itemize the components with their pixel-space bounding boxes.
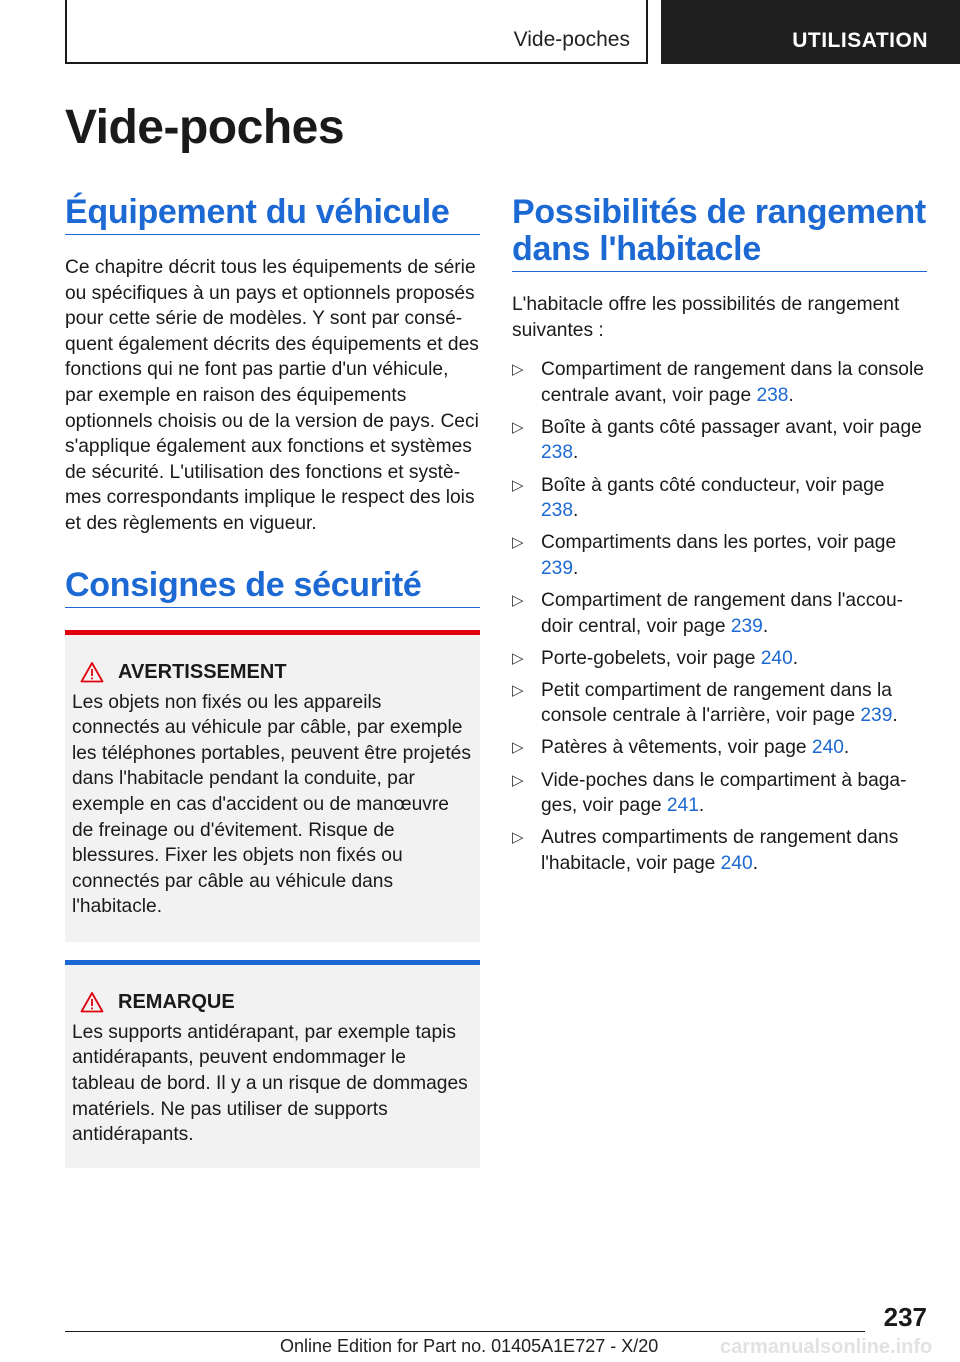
list-item-text: Compartiment de rangement dans l'accoudoir central, voir page <box>541 589 904 637</box>
bullet-triangle-icon: ▷ <box>512 361 524 379</box>
header-section-title: Vide-poches <box>513 28 630 51</box>
bullet-triangle-icon: ▷ <box>512 418 524 436</box>
bullet-triangle-icon: ▷ <box>512 649 524 667</box>
list-item <box>512 415 927 466</box>
list-item <box>512 646 927 672</box>
header-chapter-tab <box>661 0 960 64</box>
list-item-period: . <box>573 557 579 579</box>
list-item-text: Autres compartiments de rangement dans l'habitacle, voir page <box>541 827 899 874</box>
bullet-triangle-icon: ▷ <box>512 771 524 789</box>
storage-list <box>512 357 927 876</box>
bullet-triangle-icon: ▷ <box>512 829 524 847</box>
edition-text: Online Edition for Part no. 01405A1E727 - X/20 <box>280 1336 659 1356</box>
note-box <box>65 960 480 1168</box>
equipment-body: Ce chapitre décrit tous les équipements de série ou spécifiques à un pays et optionnels proposés pour cette série de modèles. Y sont par conséquent également décrits des équipements et des fonctions qui ne font pas partie d'un véhicule, par exemple en raison des équipements optionnels choisis ou de la version de pays. Ceci s'applique également aux fonctions et systèmes de sécurité. L'utilisation des fonctions et systèmes correspondants implique le respect des lois et des règlements en vigueur. <box>65 257 479 534</box>
storage-intro: L'habitacle offre les possibilités de rangement suivantes : <box>512 294 900 341</box>
list-item-period: . <box>892 705 898 727</box>
warning-triangle-icon <box>80 661 104 683</box>
list-item <box>512 588 927 639</box>
list-item-period: . <box>573 500 579 522</box>
list-item-text: Vide-poches dans le compartiment à bagages, voir page <box>541 769 907 817</box>
left-column <box>65 194 480 1168</box>
safety-heading: Consignes de sécurité <box>65 567 480 608</box>
footer-divider <box>65 1331 865 1332</box>
warning-text: Les objets non fixés ou les appareils connectés au véhicule par câble, par exemple les téléphones portables, peuvent être projetés dans l'habitacle pendant la conduite, par exemple en cas d'accident ou de manœuvre de freinage ou d'évitement. Risque de blessures. Fixer les objets non fixés ou connectés par câble au véhicule dans l'habitacle. <box>72 691 471 918</box>
list-item-period: . <box>843 737 850 759</box>
list-item-text: Compartiments dans les portes, voir page <box>541 532 897 554</box>
page-reference-link[interactable]: 238 <box>541 442 574 464</box>
header-chapter-title: UTILISATION <box>792 29 928 52</box>
list-item-period: . <box>762 615 769 637</box>
list-item-text: Petit compartiment de rangement dans la console centrale à l'arrière, voir page <box>541 679 892 727</box>
list-item-text: Compartiment de rangement dans la console centrale avant, voir page <box>541 359 924 406</box>
list-item <box>512 678 927 729</box>
warning-label: AVERTISSEMENT <box>118 660 287 683</box>
page-title: Vide-poches <box>65 101 345 154</box>
page-reference-link[interactable]: 239 <box>541 557 574 579</box>
storage-heading: Possibilités de rangement dans l'habitacle <box>512 194 927 272</box>
header-section-box <box>65 0 648 64</box>
list-item-period: . <box>573 442 579 464</box>
list-item-period: . <box>698 795 705 817</box>
list-item-text: Patères à vêtements, voir page <box>541 737 812 759</box>
list-item-period: . <box>792 647 799 669</box>
page-reference-link[interactable]: 241 <box>666 795 699 817</box>
bullet-triangle-icon: ▷ <box>512 739 524 757</box>
page-reference-link[interactable]: 239 <box>860 705 893 727</box>
page-reference-link[interactable]: 239 <box>730 615 763 637</box>
list-item-text: Boîte à gants côté conducteur, voir page <box>541 474 885 496</box>
page-reference-link[interactable]: 238 <box>756 384 789 406</box>
page-reference-link[interactable]: 238 <box>541 500 574 522</box>
note-text: Les supports antidérapant, par exemple tapis antidérapants, peuvent endommager le tableau de bord. Il y a un risque de dommages matériels. Ne pas utiliser de supports antidérapants. <box>72 1021 468 1146</box>
bullet-triangle-icon: ▷ <box>512 476 524 494</box>
bullet-triangle-icon: ▷ <box>512 534 524 552</box>
page-number: 237 <box>883 1302 927 1332</box>
bullet-triangle-icon: ▷ <box>512 681 524 699</box>
watermark: carmanualsonline.info <box>720 1336 933 1358</box>
warning-triangle-icon <box>80 991 104 1013</box>
page-reference-link[interactable]: 240 <box>811 737 844 759</box>
page-reference-link[interactable]: 240 <box>760 647 793 669</box>
note-header <box>72 991 472 1014</box>
right-column <box>512 194 927 883</box>
bullet-triangle-icon: ▷ <box>512 591 524 609</box>
list-item <box>512 473 927 524</box>
list-item-period: . <box>788 384 794 406</box>
list-item <box>512 357 927 408</box>
list-item <box>512 530 927 581</box>
note-label: REMARQUE <box>118 990 235 1013</box>
warning-header <box>72 661 472 684</box>
list-item <box>512 768 927 819</box>
warning-box <box>65 630 480 942</box>
list-item <box>512 825 927 876</box>
list-item-text: Boîte à gants côté passager avant, voir page <box>541 416 922 438</box>
list-item <box>512 735 927 761</box>
equipment-heading: Équipement du véhicule <box>65 194 480 235</box>
page-reference-link[interactable]: 240 <box>720 852 753 874</box>
list-item-text: Porte-gobelets, voir page <box>541 647 761 669</box>
list-item-period: . <box>752 852 759 874</box>
